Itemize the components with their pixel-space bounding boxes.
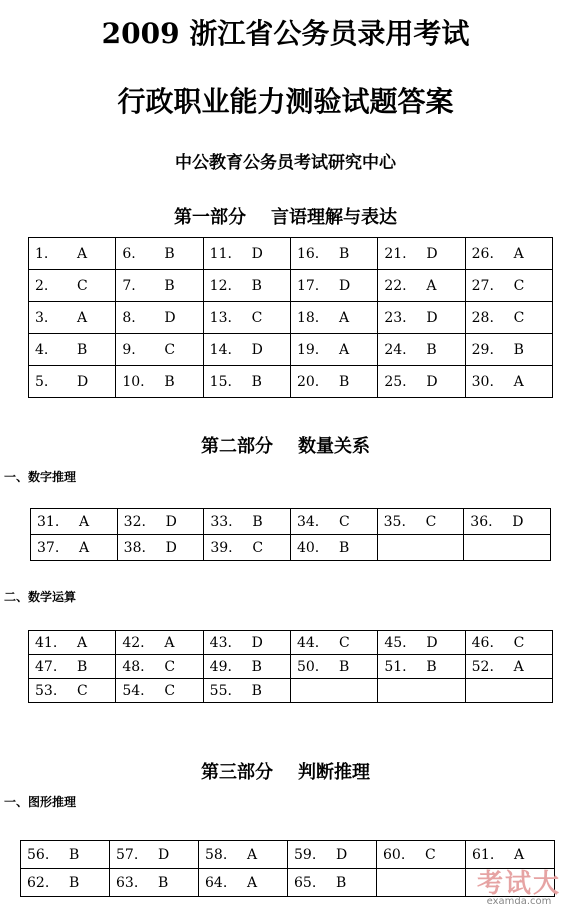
answer-cell bbox=[290, 655, 377, 679]
answer-letter: B bbox=[77, 341, 88, 358]
question-number: 45. bbox=[384, 634, 407, 651]
answer-letter: B bbox=[158, 874, 169, 891]
question-number: 16. bbox=[296, 245, 320, 262]
part2-section1-answer-table bbox=[30, 508, 551, 561]
answer-cell bbox=[203, 679, 290, 703]
answer-letter: B bbox=[69, 846, 80, 863]
question-number: 56. bbox=[27, 846, 50, 863]
answer-letter: B bbox=[164, 277, 175, 294]
watermark-domain: examda.com bbox=[486, 896, 552, 907]
answer-cell bbox=[117, 535, 204, 561]
answer-cell bbox=[377, 535, 464, 561]
answer-cell bbox=[290, 366, 377, 398]
question-number: 29. bbox=[471, 341, 494, 358]
answer-letter: C bbox=[513, 277, 525, 294]
question-number: 23. bbox=[384, 309, 407, 326]
question-number: 59. bbox=[294, 846, 317, 863]
answer-cell bbox=[116, 679, 203, 703]
answer-row bbox=[29, 655, 553, 679]
question-number: 63. bbox=[116, 874, 139, 891]
question-number: 34. bbox=[296, 513, 320, 530]
question-number: 30. bbox=[471, 373, 494, 390]
answer-letter: A bbox=[77, 309, 88, 326]
answer-letter: B bbox=[251, 658, 262, 675]
part2-section1-label: 一、数字推理 bbox=[4, 470, 77, 484]
part1-title: 第一部分 言语理解与表达 bbox=[173, 207, 398, 228]
question-number: 44. bbox=[296, 634, 320, 651]
answer-letter: A bbox=[338, 341, 350, 358]
question-number: 33. bbox=[210, 513, 233, 530]
question-number: 20. bbox=[296, 373, 320, 390]
answer-cell bbox=[378, 679, 465, 703]
document-title-line1: 2009 浙江省公务员录用考试 bbox=[101, 17, 470, 50]
question-number: 35. bbox=[383, 513, 406, 530]
part1-answer-table bbox=[28, 237, 553, 398]
question-number: 65. bbox=[294, 874, 317, 891]
question-number: 49. bbox=[209, 658, 232, 675]
answer-letter: D bbox=[512, 513, 524, 530]
question-number: 28. bbox=[471, 309, 494, 326]
answer-letter: C bbox=[338, 513, 350, 530]
answer-letter: A bbox=[426, 277, 437, 294]
answer-row bbox=[29, 334, 553, 366]
question-number: 7. bbox=[122, 277, 136, 294]
question-number: 61. bbox=[472, 846, 495, 863]
part3-section1-label: 一、图形推理 bbox=[4, 795, 77, 809]
question-number: 42. bbox=[122, 634, 145, 651]
answer-cell bbox=[203, 334, 290, 366]
answer-letter: B bbox=[426, 341, 437, 358]
answer-letter: A bbox=[247, 846, 258, 863]
answer-letter: D bbox=[251, 634, 263, 651]
question-number: 15. bbox=[209, 373, 232, 390]
part3-title: 第三部分 判断推理 bbox=[200, 762, 371, 783]
answer-letter: A bbox=[79, 513, 90, 530]
answer-cell bbox=[29, 366, 116, 398]
answer-letter: C bbox=[77, 682, 88, 699]
answer-row bbox=[21, 841, 555, 869]
answer-cell bbox=[290, 679, 377, 703]
answer-row bbox=[29, 631, 553, 655]
question-number: 4. bbox=[35, 341, 49, 358]
watermark-brand: 考试大 bbox=[476, 869, 561, 899]
answer-letter: C bbox=[513, 634, 525, 651]
answer-row bbox=[29, 302, 553, 334]
answer-cell bbox=[465, 631, 552, 655]
question-number: 64. bbox=[205, 874, 228, 891]
answer-letter: D bbox=[77, 373, 89, 390]
answer-letter: C bbox=[164, 341, 176, 358]
answer-cell bbox=[465, 302, 552, 334]
answer-cell bbox=[203, 366, 290, 398]
question-number: 52. bbox=[471, 658, 494, 675]
answer-letter: D bbox=[251, 245, 263, 262]
answer-cell bbox=[290, 509, 377, 535]
answer-letter: C bbox=[513, 309, 525, 326]
answer-cell bbox=[290, 270, 377, 302]
answer-letter: B bbox=[251, 373, 262, 390]
answer-letter: D bbox=[158, 846, 170, 863]
answer-letter: B bbox=[338, 373, 350, 390]
answer-letter: A bbox=[247, 874, 258, 891]
answer-letter: C bbox=[164, 682, 176, 699]
answer-letter: A bbox=[77, 634, 88, 651]
question-number: 1. bbox=[35, 245, 49, 262]
answer-letter: C bbox=[425, 846, 436, 863]
answer-cell bbox=[204, 509, 291, 535]
answer-letter: B bbox=[164, 245, 175, 262]
question-number: 22. bbox=[384, 277, 407, 294]
answer-letter: A bbox=[514, 846, 525, 863]
question-number: 19. bbox=[296, 341, 320, 358]
answer-letter: D bbox=[426, 373, 438, 390]
answer-letter: C bbox=[164, 658, 176, 675]
answer-cell bbox=[288, 841, 377, 869]
watermark bbox=[477, 863, 561, 907]
question-number: 53. bbox=[35, 682, 58, 699]
question-number: 50. bbox=[296, 658, 320, 675]
question-number: 17. bbox=[296, 277, 320, 294]
question-number: 36. bbox=[470, 513, 493, 530]
answer-row bbox=[29, 238, 553, 270]
answer-letter: B bbox=[338, 539, 350, 556]
answer-letter: D bbox=[165, 539, 177, 556]
question-number: 58. bbox=[205, 846, 228, 863]
answer-letter: A bbox=[79, 539, 90, 556]
question-number: 46. bbox=[471, 634, 494, 651]
part2-section2-label: 二、数学运算 bbox=[4, 590, 77, 604]
answer-cell bbox=[290, 334, 377, 366]
question-number: 41. bbox=[35, 634, 58, 651]
answer-cell bbox=[29, 679, 116, 703]
question-number: 43. bbox=[209, 634, 232, 651]
answer-cell bbox=[465, 334, 552, 366]
answer-cell bbox=[464, 509, 551, 535]
answer-cell bbox=[203, 302, 290, 334]
answer-cell bbox=[116, 366, 203, 398]
answer-cell bbox=[465, 655, 552, 679]
answer-cell bbox=[116, 631, 203, 655]
question-number: 39. bbox=[210, 539, 233, 556]
answer-cell bbox=[110, 841, 199, 869]
answer-cell bbox=[204, 535, 291, 561]
question-number: 32. bbox=[123, 513, 146, 530]
question-number: 6. bbox=[122, 245, 136, 262]
question-number: 27. bbox=[471, 277, 494, 294]
answer-letter: C bbox=[251, 309, 263, 326]
question-number: 12. bbox=[209, 277, 232, 294]
answer-cell bbox=[199, 869, 288, 897]
question-number: 11. bbox=[209, 245, 232, 262]
question-number: 48. bbox=[122, 658, 145, 675]
answer-cell bbox=[31, 535, 118, 561]
answer-letter: B bbox=[338, 245, 350, 262]
question-number: 14. bbox=[209, 341, 232, 358]
answer-letter: B bbox=[164, 373, 175, 390]
answer-cell bbox=[116, 655, 203, 679]
document-title-line2: 行政职业能力测验试题答案 bbox=[117, 85, 454, 118]
question-number: 62. bbox=[27, 874, 50, 891]
answer-cell bbox=[116, 270, 203, 302]
question-number: 60. bbox=[383, 846, 406, 863]
answer-cell bbox=[378, 366, 465, 398]
answer-cell bbox=[378, 655, 465, 679]
answer-cell bbox=[464, 535, 551, 561]
question-number: 40. bbox=[296, 539, 320, 556]
answer-cell bbox=[378, 238, 465, 270]
answer-cell bbox=[21, 869, 110, 897]
question-number: 25. bbox=[384, 373, 407, 390]
answer-letter: D bbox=[338, 277, 351, 294]
answer-letter: A bbox=[77, 245, 88, 262]
answer-cell bbox=[29, 631, 116, 655]
answer-cell bbox=[29, 655, 116, 679]
answer-cell bbox=[117, 509, 204, 535]
answer-letter: B bbox=[77, 658, 88, 675]
answer-cell bbox=[203, 655, 290, 679]
answer-cell bbox=[29, 270, 116, 302]
question-number: 3. bbox=[35, 309, 49, 326]
part2-section2-answer-table bbox=[28, 630, 553, 703]
question-number: 38. bbox=[123, 539, 146, 556]
answer-letter: B bbox=[513, 341, 524, 358]
answer-letter: C bbox=[338, 634, 350, 651]
question-number: 54. bbox=[122, 682, 145, 699]
answer-letter: B bbox=[69, 874, 80, 891]
question-number: 24. bbox=[384, 341, 407, 358]
answer-letter: C bbox=[252, 539, 264, 556]
part3-section1-answer-table bbox=[20, 840, 555, 897]
answer-letter: D bbox=[426, 245, 438, 262]
question-number: 9. bbox=[122, 341, 136, 358]
answer-letter: B bbox=[251, 277, 262, 294]
answer-cell bbox=[110, 869, 199, 897]
answer-letter: D bbox=[251, 341, 263, 358]
answer-cell bbox=[29, 238, 116, 270]
question-number: 2. bbox=[35, 277, 49, 294]
answer-cell bbox=[116, 238, 203, 270]
answer-cell bbox=[199, 841, 288, 869]
answer-cell bbox=[465, 366, 552, 398]
question-number: 10. bbox=[122, 373, 145, 390]
question-number: 26. bbox=[471, 245, 494, 262]
answer-cell bbox=[21, 841, 110, 869]
answer-letter: D bbox=[164, 309, 176, 326]
answer-letter: C bbox=[77, 277, 88, 294]
question-number: 37. bbox=[37, 539, 60, 556]
answer-cell bbox=[116, 334, 203, 366]
answer-row bbox=[29, 679, 553, 703]
document-subtitle: 中公教育公务员考试研究中心 bbox=[175, 153, 396, 173]
answer-cell bbox=[377, 509, 464, 535]
answer-row bbox=[21, 869, 555, 897]
answer-letter: D bbox=[165, 513, 177, 530]
answer-letter: B bbox=[251, 682, 262, 699]
answer-letter: A bbox=[513, 245, 524, 262]
answer-cell bbox=[465, 270, 552, 302]
question-number: 31. bbox=[37, 513, 60, 530]
question-number: 55. bbox=[209, 682, 232, 699]
answer-letter: B bbox=[252, 513, 263, 530]
question-number: 57. bbox=[116, 846, 139, 863]
answer-cell bbox=[378, 270, 465, 302]
part2-title: 第二部分 数量关系 bbox=[200, 436, 371, 457]
answer-cell bbox=[203, 270, 290, 302]
answer-cell bbox=[29, 302, 116, 334]
question-number: 51. bbox=[384, 658, 407, 675]
answer-letter: D bbox=[426, 634, 438, 651]
answer-cell bbox=[378, 631, 465, 655]
answer-cell bbox=[290, 535, 377, 561]
answer-letter: D bbox=[426, 309, 438, 326]
answer-cell bbox=[378, 302, 465, 334]
answer-letter: B bbox=[338, 658, 350, 675]
answer-cell bbox=[465, 238, 552, 270]
answer-cell bbox=[31, 509, 118, 535]
question-number: 5. bbox=[35, 373, 49, 390]
answer-cell bbox=[203, 631, 290, 655]
answer-cell bbox=[378, 334, 465, 366]
answer-cell bbox=[290, 302, 377, 334]
answer-row bbox=[29, 366, 553, 398]
question-number: 47. bbox=[35, 658, 58, 675]
question-number: 21. bbox=[384, 245, 407, 262]
answer-letter: A bbox=[513, 373, 524, 390]
answer-cell bbox=[290, 631, 377, 655]
answer-cell bbox=[203, 238, 290, 270]
answer-cell bbox=[377, 869, 466, 897]
answer-row bbox=[31, 509, 551, 535]
answer-cell bbox=[290, 238, 377, 270]
answer-cell bbox=[377, 841, 466, 869]
answer-row bbox=[29, 270, 553, 302]
answer-cell bbox=[116, 302, 203, 334]
answer-letter: C bbox=[425, 513, 437, 530]
answer-letter: D bbox=[336, 846, 348, 863]
question-number: 13. bbox=[209, 309, 232, 326]
answer-row bbox=[31, 535, 551, 561]
question-number: 18. bbox=[296, 309, 320, 326]
answer-letter: B bbox=[426, 658, 437, 675]
answer-letter: A bbox=[513, 658, 524, 675]
question-number: 8. bbox=[122, 309, 136, 326]
answer-letter: A bbox=[164, 634, 175, 651]
answer-cell bbox=[288, 869, 377, 897]
answer-letter: B bbox=[336, 874, 347, 891]
answer-cell bbox=[29, 334, 116, 366]
answer-letter: A bbox=[338, 309, 350, 326]
answer-cell bbox=[465, 679, 552, 703]
